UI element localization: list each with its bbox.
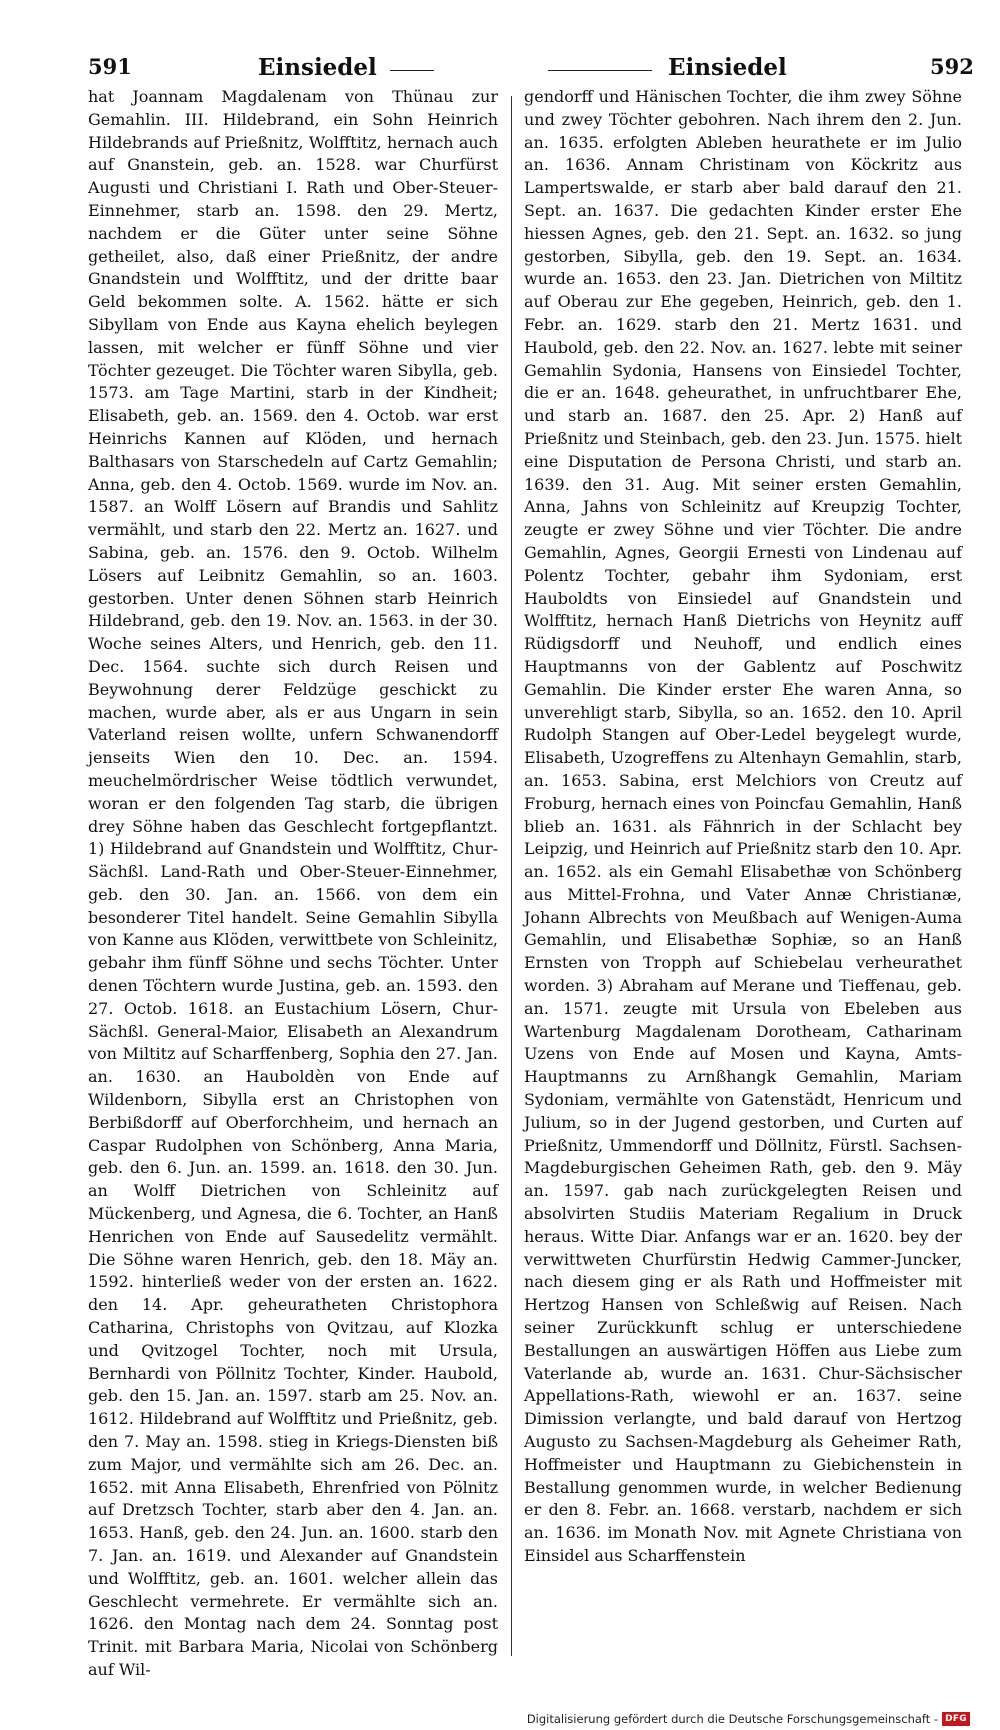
digitization-footer: [526, 1711, 970, 1727]
running-head-left: Einsiedel: [258, 54, 377, 81]
right-column-text: gendorff und Hänischen Tochter, die ihm zwey Söhne und zwey Töchter gebohren. Nach ihrem den 2. Jun. an. 1635. erfolgten Ableben heurathete er im Julio an. 1636. Annam Christinam von Köckritz aus Lampertswalde, er starb aber bald darauf den 21. Sept. an. 1637. Die gedachten Kinder erster Ehe hiessen Agnes, geb. den 21. Sept. an. 1632. so jung gestorben, Sibylla, geb. den 19. Sept. an. 1634. wurde an. 1653. den 23. Jan. Dietrichen von Miltitz auf Oberau zur Ehe gegeben, Heinrich, geb. den 1. Febr. an. 1629. starb den 21. Mertz 1631. und Haubold, geb. den 22. Nov. an. 1627. lebte mit seiner Gemahlin Sydonia, Hansens von Einsiedel Tochter, die er an. 1648. geheurathet, in unfruchtbarer Ehe, und starb an. 1687. den 25. Apr. 2) Hanß auf Prießnitz und Steinbach, geb. den 23. Jun. 1575. hielt eine Disputation de Persona Christi, und starb an. 1639. den 31. Aug. Mit seiner ersten Gemahlin, Anna, Jahns von Schleinitz auf Kreupzig Tochter, zeugte er zwey Söhne und vier Töchter. Die andre Gemahlin, Agnes, Georgii Ernesti von Lindenau auf Polentz Tochter, gebahr ihm Sydoniam, erst Hauboldts von Einsiedel auf Gnandstein und Wolfftitz, hernach Hanß Dietrichs von Heynitz auff Rüdigsdorff und Neuhoff, und endlich eines Hauptmanns von der Gablentz auf Poschwitz Gemahlin. Die Kinder erster Ehe waren Anna, so unverehligt starb, Sibylla, so an. 1652. den 10. April Rudolph Stangen auf Ober-Ledel beygelegt wurde, Elisabeth, Uzogreffens zu Altenhayn Gemahlin, starb, an. 1653. Sabina, erst Melchiors von Creutz auf Froburg, hernach eines von Poincfau Gemahlin, Hanß blieb an. 1631. als Fähnrich in der Schlacht bey Leipzig, und Heinrich auf Prießnitz starb den 10. Apr. an. 1652. als ein Gemahl Elisabethæ von Schönberg aus Mittel-Frohna, und Vater Annæ Christianæ, Johann Albrechts von Meußbach auf Wenigen-Auma Gemahlin, und Elisabethæ Sophiæ, so an Hanß Ernsten von Tropph auf Schiebelau verheurathet worden. 3) Abraham auf Merane und Tieffenau, geb. an. 1571. zeugte mit Ursula von Ebeleben aus Wartenburg Magdalenam Dorotheam, Catharinam Uzens von Ende auf Mosen und Kayna, Amts-Hauptmanns zu Arnßhangk Gemahlin, Mariam Sydoniam, vermählte von Gatenstädt, Henricum und Julium, so in der Jugend gestorben, und Curten auf Prießnitz, Ummendorff und Döllnitz, Fürstl. Sachsen-Magdeburgischen Geheimen Rath, geb. den 9. Mäy an. 1597. gab nach zurückgelegten Reisen und absolvirten Studiis Materiam Regalium in Druck heraus. Witte Diar. Anfangs war er an. 1620. bey der verwittweten Churfürstin Hedwig Cammer-Juncker, nach diesem ging er als Rath und Hoffmeister mit Hertzog Hansen von Schleßwig auf Reisen. Nach seiner Zurückkunft schlug er unterschiedene Bestallungen an auswärtigen Höffen aus Liebe zum Vaterlande ab, wurde an. 1631. Chur-Sächsischer Appellations-Rath, wiewohl er an. 1637. seine Dimission verlangte, und bald darauf von Hertzog Augusto zu Sachsen-Magdeburg als Geheimer Rath, Hoffmeister und Hauptmann zu Giebichenstein in Bestallung genommen wurde, in welcher Bedienung er den 8. Febr. an. 1668. verstarb, nachdem er sich an. 1636. im Monath Nov. mit Agnete Christiana von Einsidel aus Scharffenstein: [524, 87, 962, 1565]
running-head-right: Einsiedel: [668, 54, 787, 81]
header-rule-right: [548, 70, 652, 71]
footer-credit: Digitalisierung gefördert durch die Deutsche Forschungsgemeinschaft -: [526, 1712, 939, 1726]
page-number-right: 592: [930, 54, 974, 79]
column-divider: [511, 96, 512, 1656]
left-column-text: hat Joannam Magdalenam von Thünau zur Gemahlin. III. Hildebrand, ein Sohn Heinrich Hildebrands auf Prießnitz, Wolfftitz, hernach auch auf Gnanstein, geb. an. 1528. war Churfürst Augusti und Christiani I. Rath und Ober-Steuer-Einnehmer, starb an. 1598. den 29. Mertz, nachdem er die Güter unter seine Söhne getheilet, also, daß einer Prießnitz, der andre Gnandstein und Wolfftitz, und der dritte baar Geld bekommen solte. A. 1562. hätte er sich Sibyllam von Ende aus Kayna ehelich beylegen lassen, mit welcher er fünff Söhne und vier Töchter gezeuget. Die Töchter waren Sibylla, geb. 1573. am Tage Martini, starb in der Kindheit; Elisabeth, geb. an. 1569. den 4. Octob. war erst Heinrichs Kannen auf Klöden, und hernach Balthasars von Starschedeln auf Cartz Gemahlin; Anna, geb. den 4. Octob. 1569. wurde im Nov. an. 1587. an Wolff Lösern auf Brandis und Sahlitz vermählt, und starb den 22. Mertz an. 1627. und Sabina, geb. an. 1576. den 9. Octob. Wilhelm Lösers auf Leibnitz Gemahlin, so an. 1603. gestorben. Unter denen Söhnen starb Heinrich Hildebrand, geb. den 19. Nov. an. 1563. in der 30. Woche seines Alters, und Henrich, geb. den 11. Dec. 1564. suchte sich durch Reisen und Beywohnung derer Feldzüge geschickt zu machen, wurde aber, als er aus Ungarn in sein Vaterland reisen wollte, unfern Schwanendorff jenseits Wien den 10. Dec. an. 1594. meuchelmördrischer Weise tödtlich verwundet, woran er den folgenden Tag starb, die übrigen drey Söhne haben das Geschlecht fortgepflantzt. 1) Hildebrand auf Gnandstein und Wolfftitz, Chur-Sächßl. Land-Rath und Ober-Steuer-Einnehmer, geb. den 30. Jan. an. 1566. von dem ein besonderer Titel handelt. Seine Gemahlin Sibylla von Kanne aus Klöden, verwittbete von Schleinitz, gebahr ihm fünff Söhne und sechs Töchter. Unter denen Töchtern wurde Justina, geb. an. 1593. den 27. Octob. 1618. an Eustachium Lösern, Chur-Sächßl. General-Maior, Elisabeth an Alexandrum von Miltitz auf Scharffenberg, Sophia den 27. Jan. an. 1630. an Hauboldèn von Ende auf Wildenborn, Sibylla erst an Christophen von Berbißdorff auf Oberforchheim, und hernach an Caspar Rudolphen von Schönberg, Anna Maria, geb. den 6. Jun. an. 1599. an. 1618. den 30. Jun. an Wolff Dietrichen von Schleinitz auf Mückenberg, und Agnesa, die 6. Tochter, an Hanß Henrichen von Ende auf Sausedelitz vermählt. Die Söhne waren Henrich, geb. den 18. Mäy an. 1592. hinterließ weder von der ersten an. 1622. den 14. Apr. geheuratheten Christophora Catharina, Christophs von Qvitzau, auf Klozka und Qvitzogel Tochter, noch mit Ursula, Bernhardi von Pöllnitz Tochter, Kinder. Haubold, geb. den 15. Jan. an. 1597. starb am 25. Nov. an. 1612. Hildebrand auf Wolfftitz und Prießnitz, geb. den 7. May an. 1598. stieg in Kriegs-Diensten biß zum Major, und vermählte sich am 26. Dec. an. 1652. mit Anna Elisabeth, Ehrenfried von Pölnitz auf Dretzsch Tochter, starb aber den 4. Jan. an. 1653. Hanß, geb. den 24. Jun. an. 1600. starb den 7. Jan. an. 1619. und Alexander auf Gnandstein und Wolfftitz, geb. an. 1601. welcher allein das Geschlecht vermehrete. Er vermählte sich an. 1626. den Montag nach dem 24. Sonntag post Trinit. mit Barbara Maria, Nicolai von Schönberg auf Wil-: [88, 87, 498, 1679]
page-number-left: 591: [88, 54, 132, 79]
left-column: [88, 86, 498, 1682]
dfg-logo: DFG: [942, 1712, 970, 1726]
header-rule-left: [390, 70, 434, 71]
page-header: [0, 54, 1000, 84]
right-column: [524, 86, 962, 1568]
